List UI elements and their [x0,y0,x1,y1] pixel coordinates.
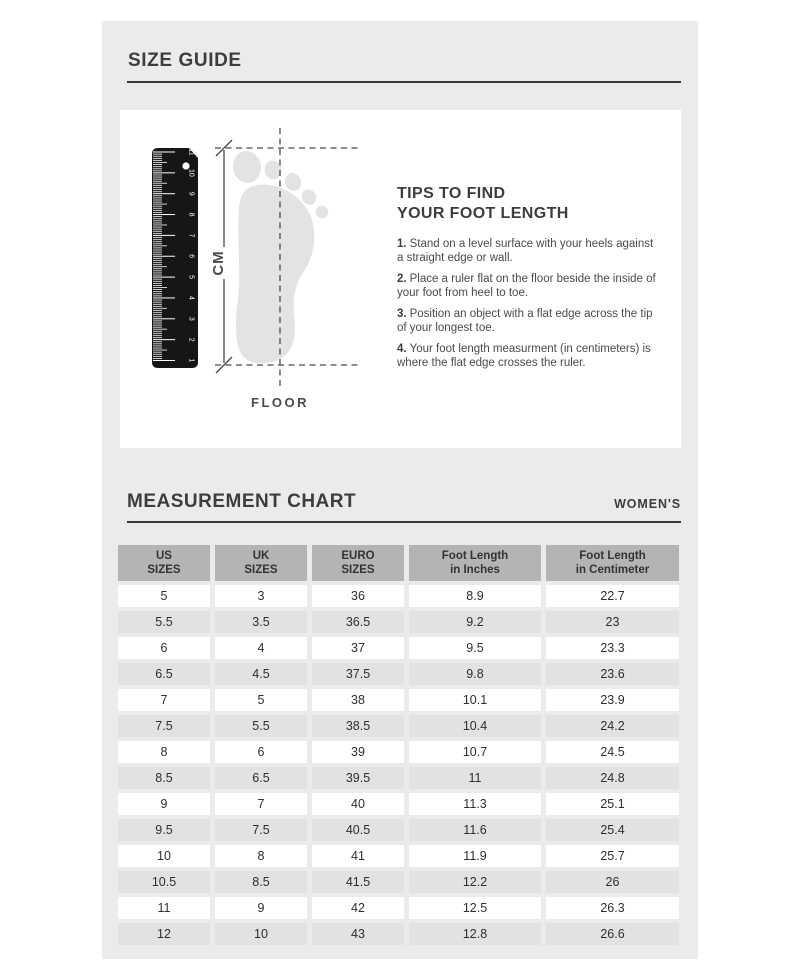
size-table-row [118,897,679,919]
tip-number: 1. [397,238,407,250]
uk-size-cell: 9 [215,897,307,919]
chart-header [127,492,681,512]
size-table-row [118,637,679,659]
tip-item [397,342,661,370]
ruler-number: 8 [187,212,195,217]
ruler-number: 2 [187,337,195,342]
tip-text: Place a ruler flat on the floor beside the inside of your foot from heel to toe. [397,273,656,299]
uk-size-cell: 4.5 [215,663,307,685]
diagram-box [120,110,681,448]
foot-length-inches-cell: 12.8 [409,923,541,945]
euro-size-cell: 39 [312,741,404,763]
ruler-number: 3 [187,316,195,321]
floor-label: FLOOR [251,395,309,410]
foot-length-inches-cell: 11.3 [409,793,541,815]
us-size-cell: 8 [118,741,210,763]
foot-length-inches-cell: 12.2 [409,871,541,893]
tip-text: Stand on a level surface with your heels against a straight edge or wall. [397,238,654,264]
size-table-row [118,741,679,763]
euro-size-cell: 39.5 [312,767,404,789]
tips-title-line1: TIPS TO FIND [397,185,506,202]
foot-length-inches-cell: 11 [409,767,541,789]
tips-title [397,184,661,224]
euro-size-cell: 42 [312,897,404,919]
foot-length-cm-cell: 25.7 [546,845,679,867]
size-table-row [118,871,679,893]
tips-section [397,184,661,377]
euro-size-cell: 38.5 [312,715,404,737]
euro-size-cell: 36 [312,585,404,607]
foot-length-inches-cell: 10.7 [409,741,541,763]
foot-length-cm-cell: 24.5 [546,741,679,763]
size-guide-panel [102,21,698,959]
size-table [113,541,684,949]
column-header: US SIZES [118,545,210,581]
uk-size-cell: 8.5 [215,871,307,893]
size-table-row [118,663,679,685]
ruler-number: 9 [187,191,195,196]
foot-length-inches-cell: 9.2 [409,611,541,633]
us-size-cell: 10 [118,845,210,867]
cm-label: CM [210,250,227,276]
us-size-cell: 9.5 [118,819,210,841]
ruler-number: 4 [187,295,195,300]
size-table-row [118,819,679,841]
column-header: Foot Length in Inches [409,545,541,581]
us-size-cell: 7.5 [118,715,210,737]
foot-length-inches-cell: 11.6 [409,819,541,841]
foot-length-cm-cell: 23.3 [546,637,679,659]
uk-size-cell: 3 [215,585,307,607]
uk-size-cell: 4 [215,637,307,659]
us-size-cell: 8.5 [118,767,210,789]
euro-size-cell: 43 [312,923,404,945]
size-table-row [118,767,679,789]
size-table-header-row [118,545,679,581]
tip-item [397,272,661,300]
foot-length-cm-cell: 25.4 [546,819,679,841]
euro-size-cell: 40 [312,793,404,815]
us-size-cell: 7 [118,689,210,711]
foot-length-cm-cell: 24.2 [546,715,679,737]
ruler-number: 1 [187,358,195,363]
foot-length-cm-cell: 23.9 [546,689,679,711]
euro-size-cell: 40.5 [312,819,404,841]
uk-size-cell: 6.5 [215,767,307,789]
ruler-number: 11 [187,148,195,156]
ruler-number: 10 [187,168,195,177]
foot-length-cm-cell: 24.8 [546,767,679,789]
foot-length-cm-cell: 26 [546,871,679,893]
foot-length-inches-cell: 9.8 [409,663,541,685]
size-table-row [118,689,679,711]
uk-size-cell: 5.5 [215,715,307,737]
size-table-row [118,585,679,607]
foot-length-cm-cell: 25.1 [546,793,679,815]
euro-size-cell: 37 [312,637,404,659]
uk-size-cell: 5 [215,689,307,711]
tip-item [397,237,661,265]
us-size-cell: 5.5 [118,611,210,633]
chart-divider [127,521,681,523]
foot-length-inches-cell: 11.9 [409,845,541,867]
size-table-row [118,611,679,633]
euro-size-cell: 41 [312,845,404,867]
foot-length-cm-cell: 26.6 [546,923,679,945]
tip-number: 4. [397,343,407,355]
us-size-cell: 6.5 [118,663,210,685]
foot-length-inches-cell: 10.1 [409,689,541,711]
foot-length-inches-cell: 8.9 [409,585,541,607]
euro-size-cell: 41.5 [312,871,404,893]
ruler-number: 7 [187,233,195,238]
title-divider [127,81,681,83]
chart-title: MEASUREMENT CHART [127,491,357,512]
tip-text: Position an object with a flat edge across the tip of your longest toe. [397,308,653,334]
euro-size-cell: 38 [312,689,404,711]
uk-size-cell: 10 [215,923,307,945]
us-size-cell: 11 [118,897,210,919]
foot-length-inches-cell: 12.5 [409,897,541,919]
size-table-row [118,793,679,815]
uk-size-cell: 8 [215,845,307,867]
us-size-cell: 12 [118,923,210,945]
size-table-row [118,715,679,737]
size-table-row [118,923,679,945]
uk-size-cell: 7.5 [215,819,307,841]
foot-length-cm-cell: 23 [546,611,679,633]
page-title: SIZE GUIDE [128,50,242,71]
uk-size-cell: 6 [215,741,307,763]
tip-number: 3. [397,308,407,320]
euro-size-cell: 37.5 [312,663,404,685]
foot-length-inches-cell: 9.5 [409,637,541,659]
column-header: Foot Length in Centimeter [546,545,679,581]
us-size-cell: 10.5 [118,871,210,893]
column-header: EURO SIZES [312,545,404,581]
foot-length-inches-cell: 10.4 [409,715,541,737]
uk-size-cell: 7 [215,793,307,815]
tips-title-line2: YOUR FOOT LENGTH [397,205,569,222]
us-size-cell: 5 [118,585,210,607]
euro-size-cell: 36.5 [312,611,404,633]
chart-category-label: WOMEN'S [614,497,681,511]
column-header: UK SIZES [215,545,307,581]
uk-size-cell: 3.5 [215,611,307,633]
us-size-cell: 6 [118,637,210,659]
tips-list [397,237,661,370]
tip-text: Your foot length measurment (in centimeters) is where the flat edge crosses the ruler. [397,343,651,369]
ruler-number: 5 [187,275,195,280]
us-size-cell: 9 [118,793,210,815]
foot-length-cm-cell: 22.7 [546,585,679,607]
foot-length-cm-cell: 26.3 [546,897,679,919]
tip-number: 2. [397,273,407,285]
ruler-number: 6 [187,254,195,259]
size-table-row [118,845,679,867]
foot-length-cm-cell: 23.6 [546,663,679,685]
tip-item [397,307,661,335]
ruler-icon [152,148,198,368]
